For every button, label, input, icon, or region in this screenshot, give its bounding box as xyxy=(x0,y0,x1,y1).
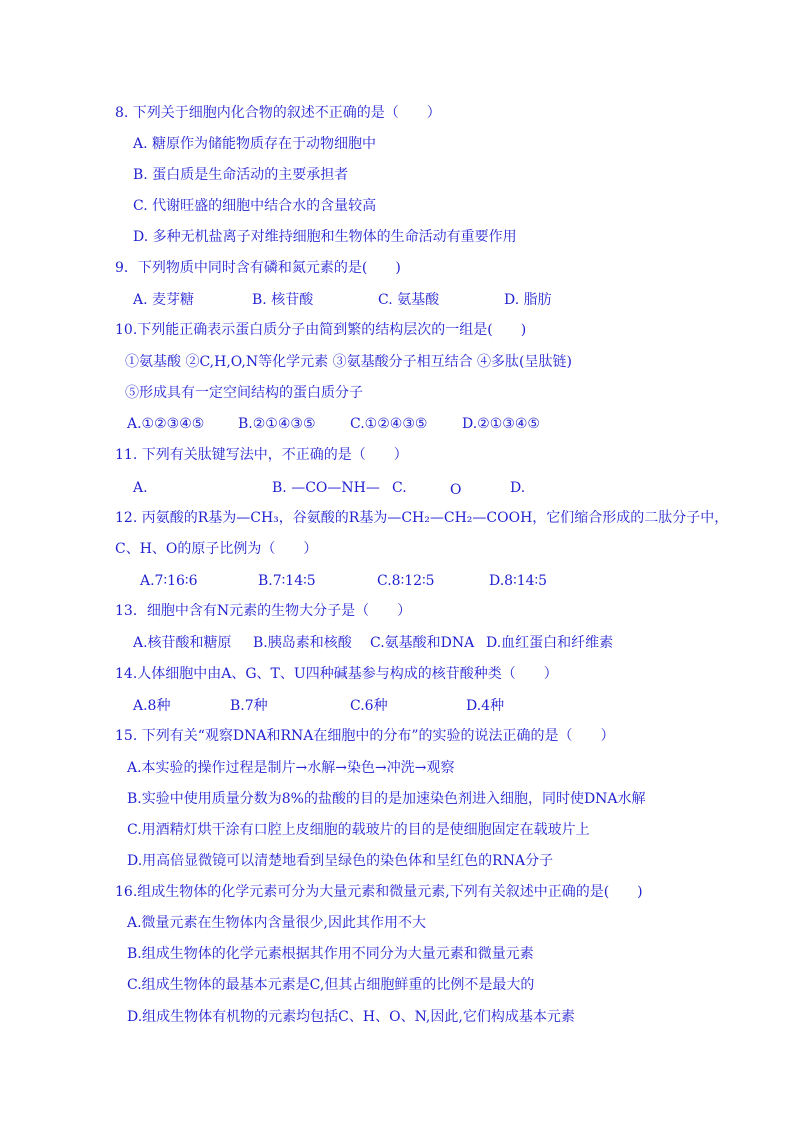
question-13-option-d: D.血红蛋白和纤维素 xyxy=(486,635,614,651)
question-10-option-c: C.①②④③⑤ xyxy=(350,416,428,432)
question-11-option-b: B. —CO—NH— xyxy=(272,480,380,496)
question-9-option-d: D. 脂肪 xyxy=(504,292,552,308)
question-14-option-c: C.6种 xyxy=(350,698,388,714)
question-15-stem: 15. 下列有关“观察DNA和RNA在细胞中的分布”的实验的说法正确的是（ ） xyxy=(115,728,615,744)
question-16-option-d: D.组成生物体有机物的元素均包括C、H、O、N,因此,它们构成基本元素 xyxy=(127,1009,575,1025)
question-8-option-d: D. 多种无机盐离子对维持细胞和生物体的生命活动有重要作用 xyxy=(133,229,517,245)
question-9-option-c: C. 氨基酸 xyxy=(378,292,440,308)
question-15-option-b: B.实验中使用质量分数为8%的盐酸的目的是加速染色剂进入细胞，同时使DNA水解 xyxy=(127,791,646,807)
question-8-option-a: A. 糖原作为储能物质存在于动物细胞中 xyxy=(133,136,377,152)
question-12-option-b: B.7∶14∶5 xyxy=(258,573,316,589)
question-16-stem: 16.组成生物体的化学元素可分为大量元素和微量元素,下列有关叙述中正确的是( ) xyxy=(115,884,643,900)
question-14-stem: 14.人体细胞中由A、G、T、U四种碱基参与构成的核苷酸种类（ ） xyxy=(115,666,558,682)
question-14-option-b: B.7种 xyxy=(230,698,268,714)
question-12-option-c: C.8∶12∶5 xyxy=(377,573,435,589)
question-12-option-a: A.7∶16∶6 xyxy=(140,573,198,589)
question-16-option-a: A.微量元素在生物体内含量很少,因此其作用不大 xyxy=(127,915,427,931)
question-11-option-a: A. xyxy=(133,480,148,496)
question-16-option-b: B.组成生物体的化学元素根据其作用不同分为大量元素和微量元素 xyxy=(127,946,534,962)
question-9-option-a: A. 麦芽糖 xyxy=(133,292,195,308)
question-10-option-b: B.②①④③⑤ xyxy=(238,416,316,432)
question-9-stem: 9．下列物质中同时含有磷和氮元素的是( ) xyxy=(115,260,401,276)
question-14-option-d: D.4种 xyxy=(466,698,505,714)
question-13-stem: 13．细胞中含有N元素的生物大分子是（ ） xyxy=(115,603,412,619)
question-10-option-a: A.①②③④⑤ xyxy=(127,416,205,432)
question-16-option-c: C.组成生物体的最基本元素是C,但其占细胞鲜重的比例不是最大的 xyxy=(127,977,535,993)
question-13-option-c: C.氨基酸和DNA xyxy=(370,635,475,651)
question-13-option-a: A.核苷酸和糖原 xyxy=(133,635,232,651)
question-11-stem: 11. 下列有关肽键写法中，不正确的是（ ） xyxy=(115,447,408,463)
question-9-option-b: B. 核苷酸 xyxy=(252,292,314,308)
question-10-stem: 10.下列能正确表示蛋白质分子由简到繁的结构层次的一组是( ) xyxy=(115,322,527,338)
question-12-option-d: D.8∶14∶5 xyxy=(489,573,548,589)
question-15-option-d: D.用高倍显微镜可以清楚地看到呈绿色的染色体和呈红色的RNA分子 xyxy=(127,853,554,869)
question-10-line3: ⑤形成具有一定空间结构的蛋白质分子 xyxy=(125,385,363,401)
question-13-option-b: B.胰岛素和核酸 xyxy=(253,635,352,651)
question-8-stem: 8. 下列关于细胞内化合物的叙述不正确的是（ ） xyxy=(115,105,441,121)
question-15-option-a: A.本实验的操作过程是制片→水解→染色→冲洗→观察 xyxy=(127,760,455,776)
question-11-option-d: D. xyxy=(510,480,526,496)
question-12-stem: 12. 丙氨酸的R基为—CH₃，谷氨酸的R基为—CH₂—CH₂—COOH，它们缩合形成的二肽分子中， xyxy=(115,510,729,526)
question-15-option-c: C.用酒精灯烘干涂有口腔上皮细胞的载玻片的目的是使细胞固定在载玻片上 xyxy=(127,822,590,838)
question-11-option-c-formula: O xyxy=(450,482,462,498)
question-10-option-d: D.②①③④⑤ xyxy=(462,416,540,432)
question-10-line2: ①氨基酸 ②C,H,O,N等化学元素 ③氨基酸分子相互结合 ④多肽(呈肽链) xyxy=(125,354,572,370)
question-8-option-b: B. 蛋白质是生命活动的主要承担者 xyxy=(133,167,349,183)
question-12-line2: C、H、O的原子比例为（ ） xyxy=(115,541,318,557)
question-11-option-c: C. xyxy=(392,480,407,496)
question-14-option-a: A.8种 xyxy=(133,698,171,714)
question-8-option-c: C. 代谢旺盛的细胞中结合水的含量较高 xyxy=(133,198,377,214)
